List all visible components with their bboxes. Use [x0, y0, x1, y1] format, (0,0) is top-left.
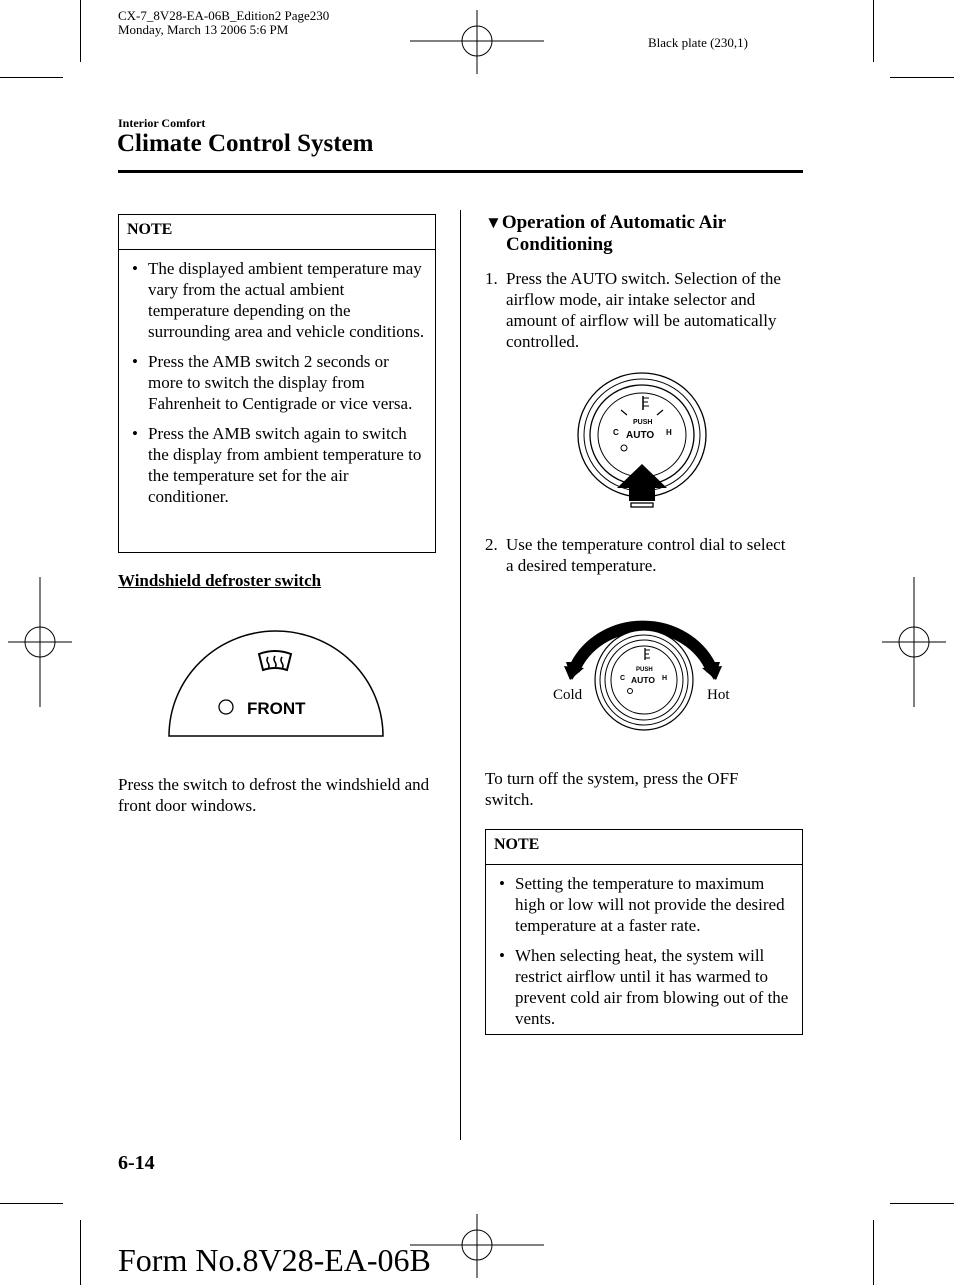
step-2: [485, 534, 795, 578]
note-list: [119, 250, 435, 515]
page-number: 6-14: [118, 1152, 155, 1174]
dial-auto-label: AUTO: [631, 675, 655, 685]
dial-h-label: H: [662, 675, 668, 682]
print-file-line: CX-7_8V28-EA-06B_Edition2 Page230: [118, 8, 330, 23]
note-box: [118, 214, 436, 553]
auto-heading-line2: Conditioning: [506, 234, 613, 255]
registration-mark-right: [882, 577, 946, 707]
dial-push-label: PUSH: [636, 667, 653, 673]
dial-c-label: C: [620, 675, 626, 682]
registration-mark-top: [410, 10, 544, 74]
form-number: Form No.8V28-EA-06B: [118, 1242, 431, 1278]
registration-mark-left: [8, 577, 72, 707]
note-heading: NOTE: [119, 215, 435, 250]
title-rule: [118, 170, 803, 173]
dial-c-label: C: [613, 428, 619, 437]
note-item: • Press the AMB switch again to switch the display from ambient temperature to the temperature set for the air conditioner.: [127, 423, 427, 507]
plate-label: Black plate (230,1): [648, 35, 748, 50]
indicator-light-icon: [219, 700, 233, 714]
dial-auto-label: AUTO: [626, 430, 655, 441]
defroster-switch-illustration: [166, 628, 386, 740]
page-title: Climate Control System: [117, 130, 374, 157]
step-2-number: 2.: [485, 535, 498, 554]
hot-label: Hot: [707, 687, 730, 703]
front-button-label: FRONT: [247, 699, 306, 718]
defroster-description: Press the switch to defrost the windshield and front door windows.: [118, 775, 430, 815]
note-heading: NOTE: [486, 830, 802, 865]
step-2-text: Use the temperature control dial to select a desired temperature.: [506, 535, 786, 575]
step-1-number: 1.: [485, 269, 498, 288]
auto-heading-line1: Operation of Automatic Air: [501, 212, 727, 233]
triangle-down-icon: ▼: [485, 213, 502, 232]
auto-heading: [485, 212, 795, 256]
off-instructions: To turn off the system, press the OFF switch.: [485, 769, 739, 809]
step-1: [485, 268, 795, 354]
auto-dial-illustration: [575, 368, 710, 513]
step-1-text: Press the AUTO switch. Selection of the airflow mode, air intake selector and amount of airflow will be automatically controlled.: [506, 269, 781, 351]
note-item: • Setting the temperature to maximum high or low will not provide the desired temperature at a faster rate.: [494, 873, 794, 936]
temperature-dial-illustration: [548, 600, 738, 734]
column-divider: [460, 210, 461, 1140]
note-item: • When selecting heat, the system will restrict airflow until it has warmed to prevent cold air from blowing out of the vents.: [494, 945, 794, 1029]
section-label: Interior Comfort: [118, 116, 206, 130]
note-list: [486, 865, 802, 1037]
cold-label: Cold: [553, 687, 583, 703]
print-date-line: Monday, March 13 2006 5:6 PM: [118, 22, 289, 37]
note-box: [485, 829, 803, 1035]
dial-h-label: H: [666, 428, 672, 437]
note-item: • The displayed ambient temperature may vary from the actual ambient temperature depending on the surrounding area and vehicle conditions.: [127, 258, 427, 342]
note-item: • Press the AMB switch 2 seconds or more to switch the display from Fahrenheit to Centigrade or vice versa.: [127, 351, 427, 414]
dial-push-label: PUSH: [633, 419, 653, 426]
defroster-heading: Windshield defroster switch: [118, 571, 322, 590]
